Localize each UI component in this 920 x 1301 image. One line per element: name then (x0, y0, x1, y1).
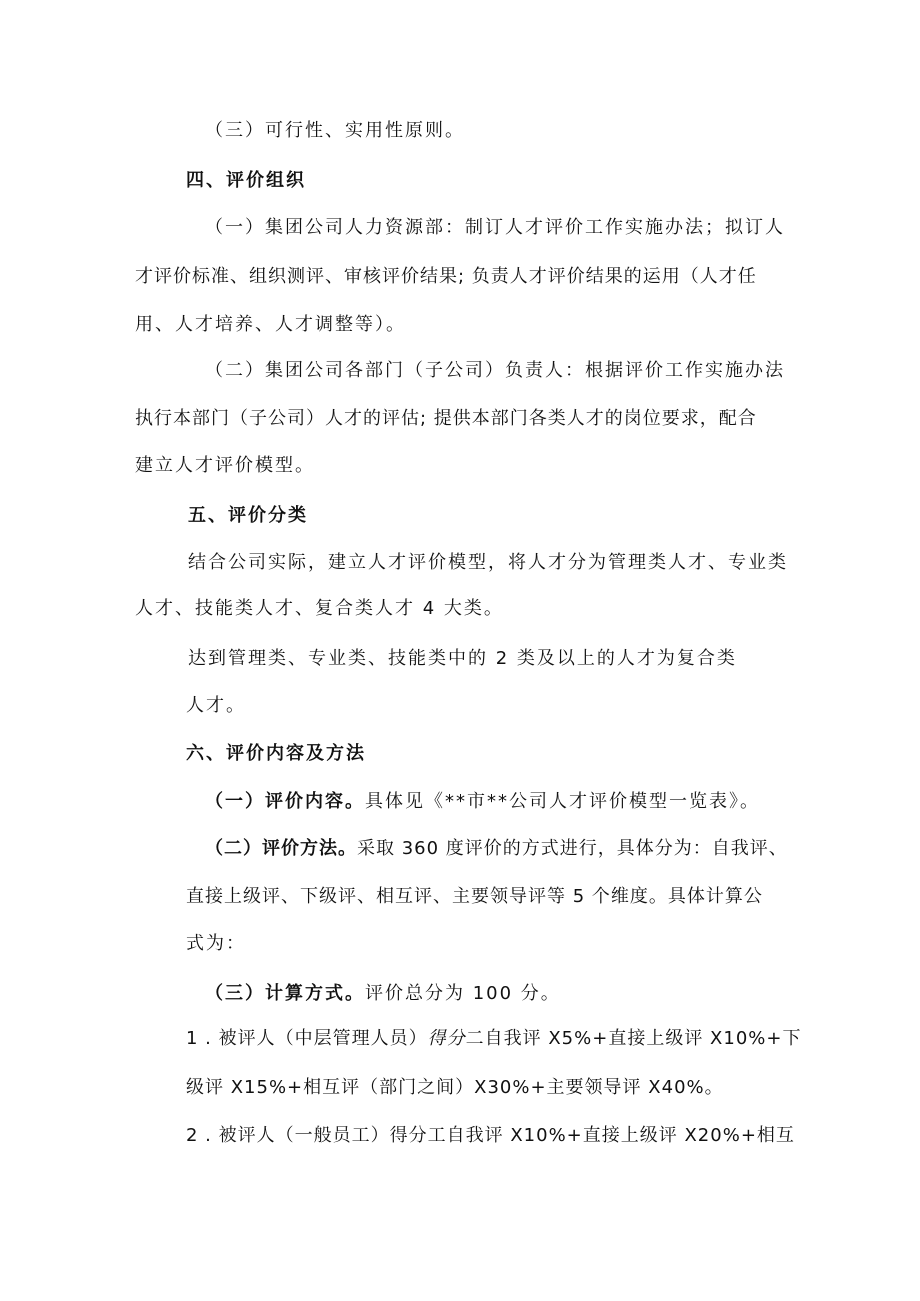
section-6-para-2-line-1 (205, 836, 788, 862)
section-4-para-2-line-3: 建立人才评价模型。 (135, 455, 315, 476)
item-1-italic-score: 得分 (427, 1028, 466, 1049)
section-6-heading: 六、评价内容及方法 (186, 743, 366, 764)
section-4-para-1-line-1: （一）集团公司人力资源部：制订人才评价工作实施办法；拟订人 (205, 217, 785, 238)
section-5-heading: 五、评价分类 (188, 505, 308, 526)
section-6-para-1-text: 具体见《**市**公司人才评价模型一览表》。 (365, 791, 760, 812)
section-6-para-2-text: 采取 360 度评价的方式进行，具体分为：自我评、 (357, 838, 788, 859)
section-6-para-3-text: 评价总分为 100 分。 (365, 983, 561, 1004)
section-4-heading: 四、评价组织 (186, 170, 306, 191)
section-6-para-2-label: （二）评价方法。 (205, 838, 357, 859)
section-6-item-1-line-2: 级评 X15%+相互评（部门之间）X30%+主要领导评 X40%。 (186, 1077, 724, 1098)
section-4-para-1-line-2: 才评价标准、组织测评、审核评价结果; 负责人才评价结果的运用（人才任 (135, 266, 757, 287)
section-4-para-2-line-2: 执行本部门（子公司）人才的评估; 提供本部门各类人才的岗位要求，配合 (135, 408, 757, 429)
section-6-item-2-line-1: 2 . 被评人（一般员工）得分工自我评 X10%+直接上级评 X20%+相互 (186, 1125, 795, 1146)
section-6-item-1-line-1 (186, 1026, 801, 1052)
item-1-prefix: 1 . 被评人（中层管理人员） (186, 1028, 428, 1049)
section-4-para-1-line-3: 用、人才培养、人才调整等）。 (135, 314, 406, 335)
section-5-para-2-line-1: 达到管理类、专业类、技能类中的 2 类及以上的人才为复合类 (188, 648, 737, 669)
section-6-para-2-line-2: 直接上级评、下级评、相互评、主要领导评等 5 个维度。具体计算公 (186, 886, 763, 907)
section-5-para-1-line-1: 结合公司实际，建立人才评价模型，将人才分为管理类人才、专业类 (188, 552, 788, 573)
section-4-para-2-line-1: （二）集团公司各部门（子公司）负责人：根据评价工作实施办法 (205, 360, 785, 381)
section-6-para-2-line-3: 式为： (186, 933, 246, 954)
section-5-para-2-line-2: 人才。 (186, 695, 246, 716)
section-6-para-1-label: （一）评价内容。 (205, 791, 365, 812)
section-6-para-3-label: （三）计算方式。 (205, 983, 365, 1004)
principle-3: （三）可行性、实用性原则。 (205, 120, 465, 141)
section-5-para-1-line-2: 人才、技能类人才、复合类人才 4 大类。 (135, 598, 504, 619)
section-6-para-1 (205, 789, 760, 815)
section-6-para-3 (205, 981, 561, 1007)
item-1-formula: 二自我评 X5%+直接上级评 X10%+下 (465, 1028, 802, 1049)
